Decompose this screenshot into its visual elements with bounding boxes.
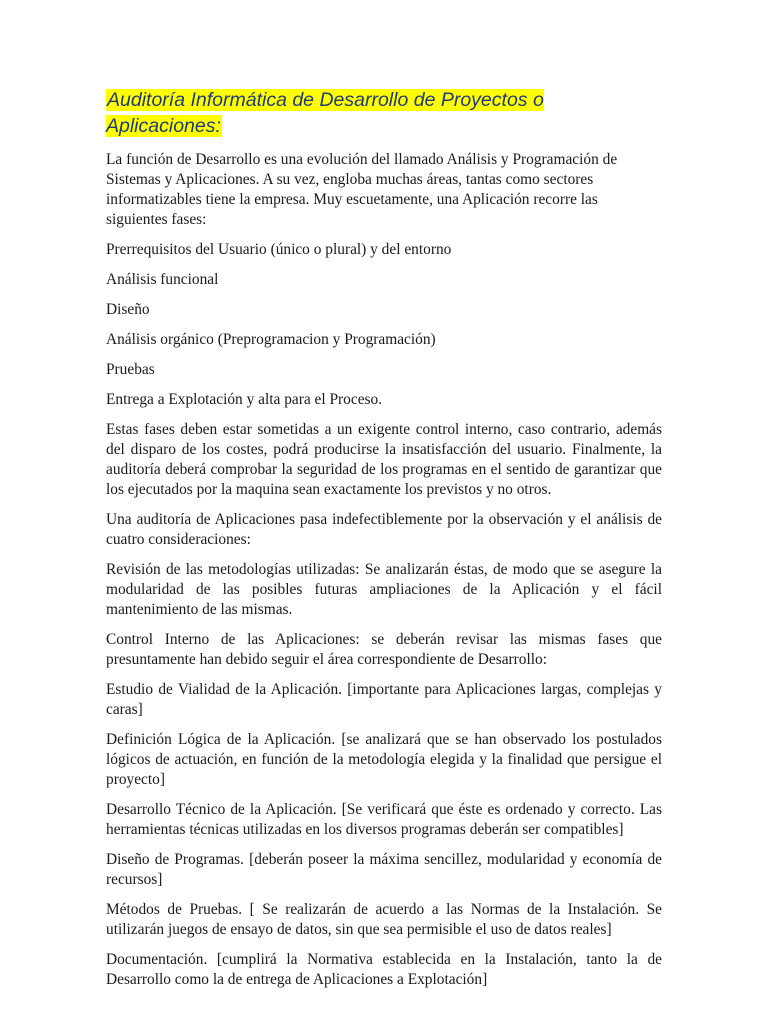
technical-development-paragraph: Desarrollo Técnico de la Aplicación. [Se verificará que éste es ordenado y correcto. Las herramientas técnicas utilizadas en los diversos programas deberán ser compatibles] — [106, 801, 662, 838]
testing-methods-paragraph: Métodos de Pruebas. [ Se realizarán de acuerdo a las Normas de la Instalación. Se utilizarán juegos de ensayo de datos, sin que sea permisible el uso de datos reales] — [106, 901, 662, 938]
documentation-paragraph: Documentación. [cumplirá la Normativa establecida en la Instalación, tanto la de Desarrollo como la de entrega de Aplicaciones a Explotación] — [106, 951, 662, 988]
methodology-review-paragraph: Revisión de las metodologías utilizadas: Se analizarán éstas, de modo que se asegure la modularidad de las posibles futuras ampliaciones de la Aplicación y el fácil mantenimiento de las mismas. — [106, 561, 662, 618]
phase-functional-analysis: Análisis funcional — [106, 271, 219, 288]
document-title: Auditoría Informática de Desarrollo de Proyectos o Aplicaciones: — [106, 89, 544, 137]
internal-control-paragraph: Control Interno de las Aplicaciones: se deberán revisar las mismas fases que presuntamente han debido seguir el área correspondiente de Desarrollo: — [106, 631, 662, 668]
phase-design: Diseño — [106, 301, 150, 318]
phase-prerequisites: Prerrequisitos del Usuario (único o plural) y del entorno — [106, 241, 452, 258]
document-page — [106, 88, 662, 1000]
control-paragraph: Estas fases deben estar sometidas a un exigente control interno, caso contrario, además del disparo de los costes, podrá producirse la insatisfacción del usuario. Finalmente, la auditoría deberá comprobar la seguridad de los programas en el sentido de garantizar que los ejecutados por la maquina sean exactamente los previstos y no otros. — [106, 421, 662, 498]
phase-testing: Pruebas — [106, 361, 155, 378]
feasibility-study-paragraph: Estudio de Vialidad de la Aplicación. [importante para Aplicaciones largas, complejas y caras] — [106, 681, 662, 718]
logical-definition-paragraph: Definición Lógica de la Aplicación. [se analizará que se han observado los postulados lógicos de actuación, en función de la metodología elegida y la finalidad que persigue el proyecto] — [106, 731, 662, 788]
document-title-line — [106, 88, 662, 140]
program-design-paragraph: Diseño de Programas. [deberán poseer la máxima sencillez, modularidad y economía de recursos] — [106, 851, 662, 888]
intro-paragraph: La función de Desarrollo es una evolución del llamado Análisis y Programación de Sistemas y Aplicaciones. A su vez, engloba muchas áreas, tantas como sectores informatizables tiene la empresa. Muy escuetamente, una Aplicación recorre las siguientes fases: — [106, 151, 618, 228]
phase-delivery: Entrega a Explotación y alta para el Proceso. — [106, 391, 383, 408]
audit-considerations-paragraph: Una auditoría de Aplicaciones pasa indefectiblemente por la observación y el análisis de cuatro consideraciones: — [106, 511, 662, 548]
phase-organic-analysis: Análisis orgánico (Preprogramacion y Programación) — [106, 331, 436, 348]
